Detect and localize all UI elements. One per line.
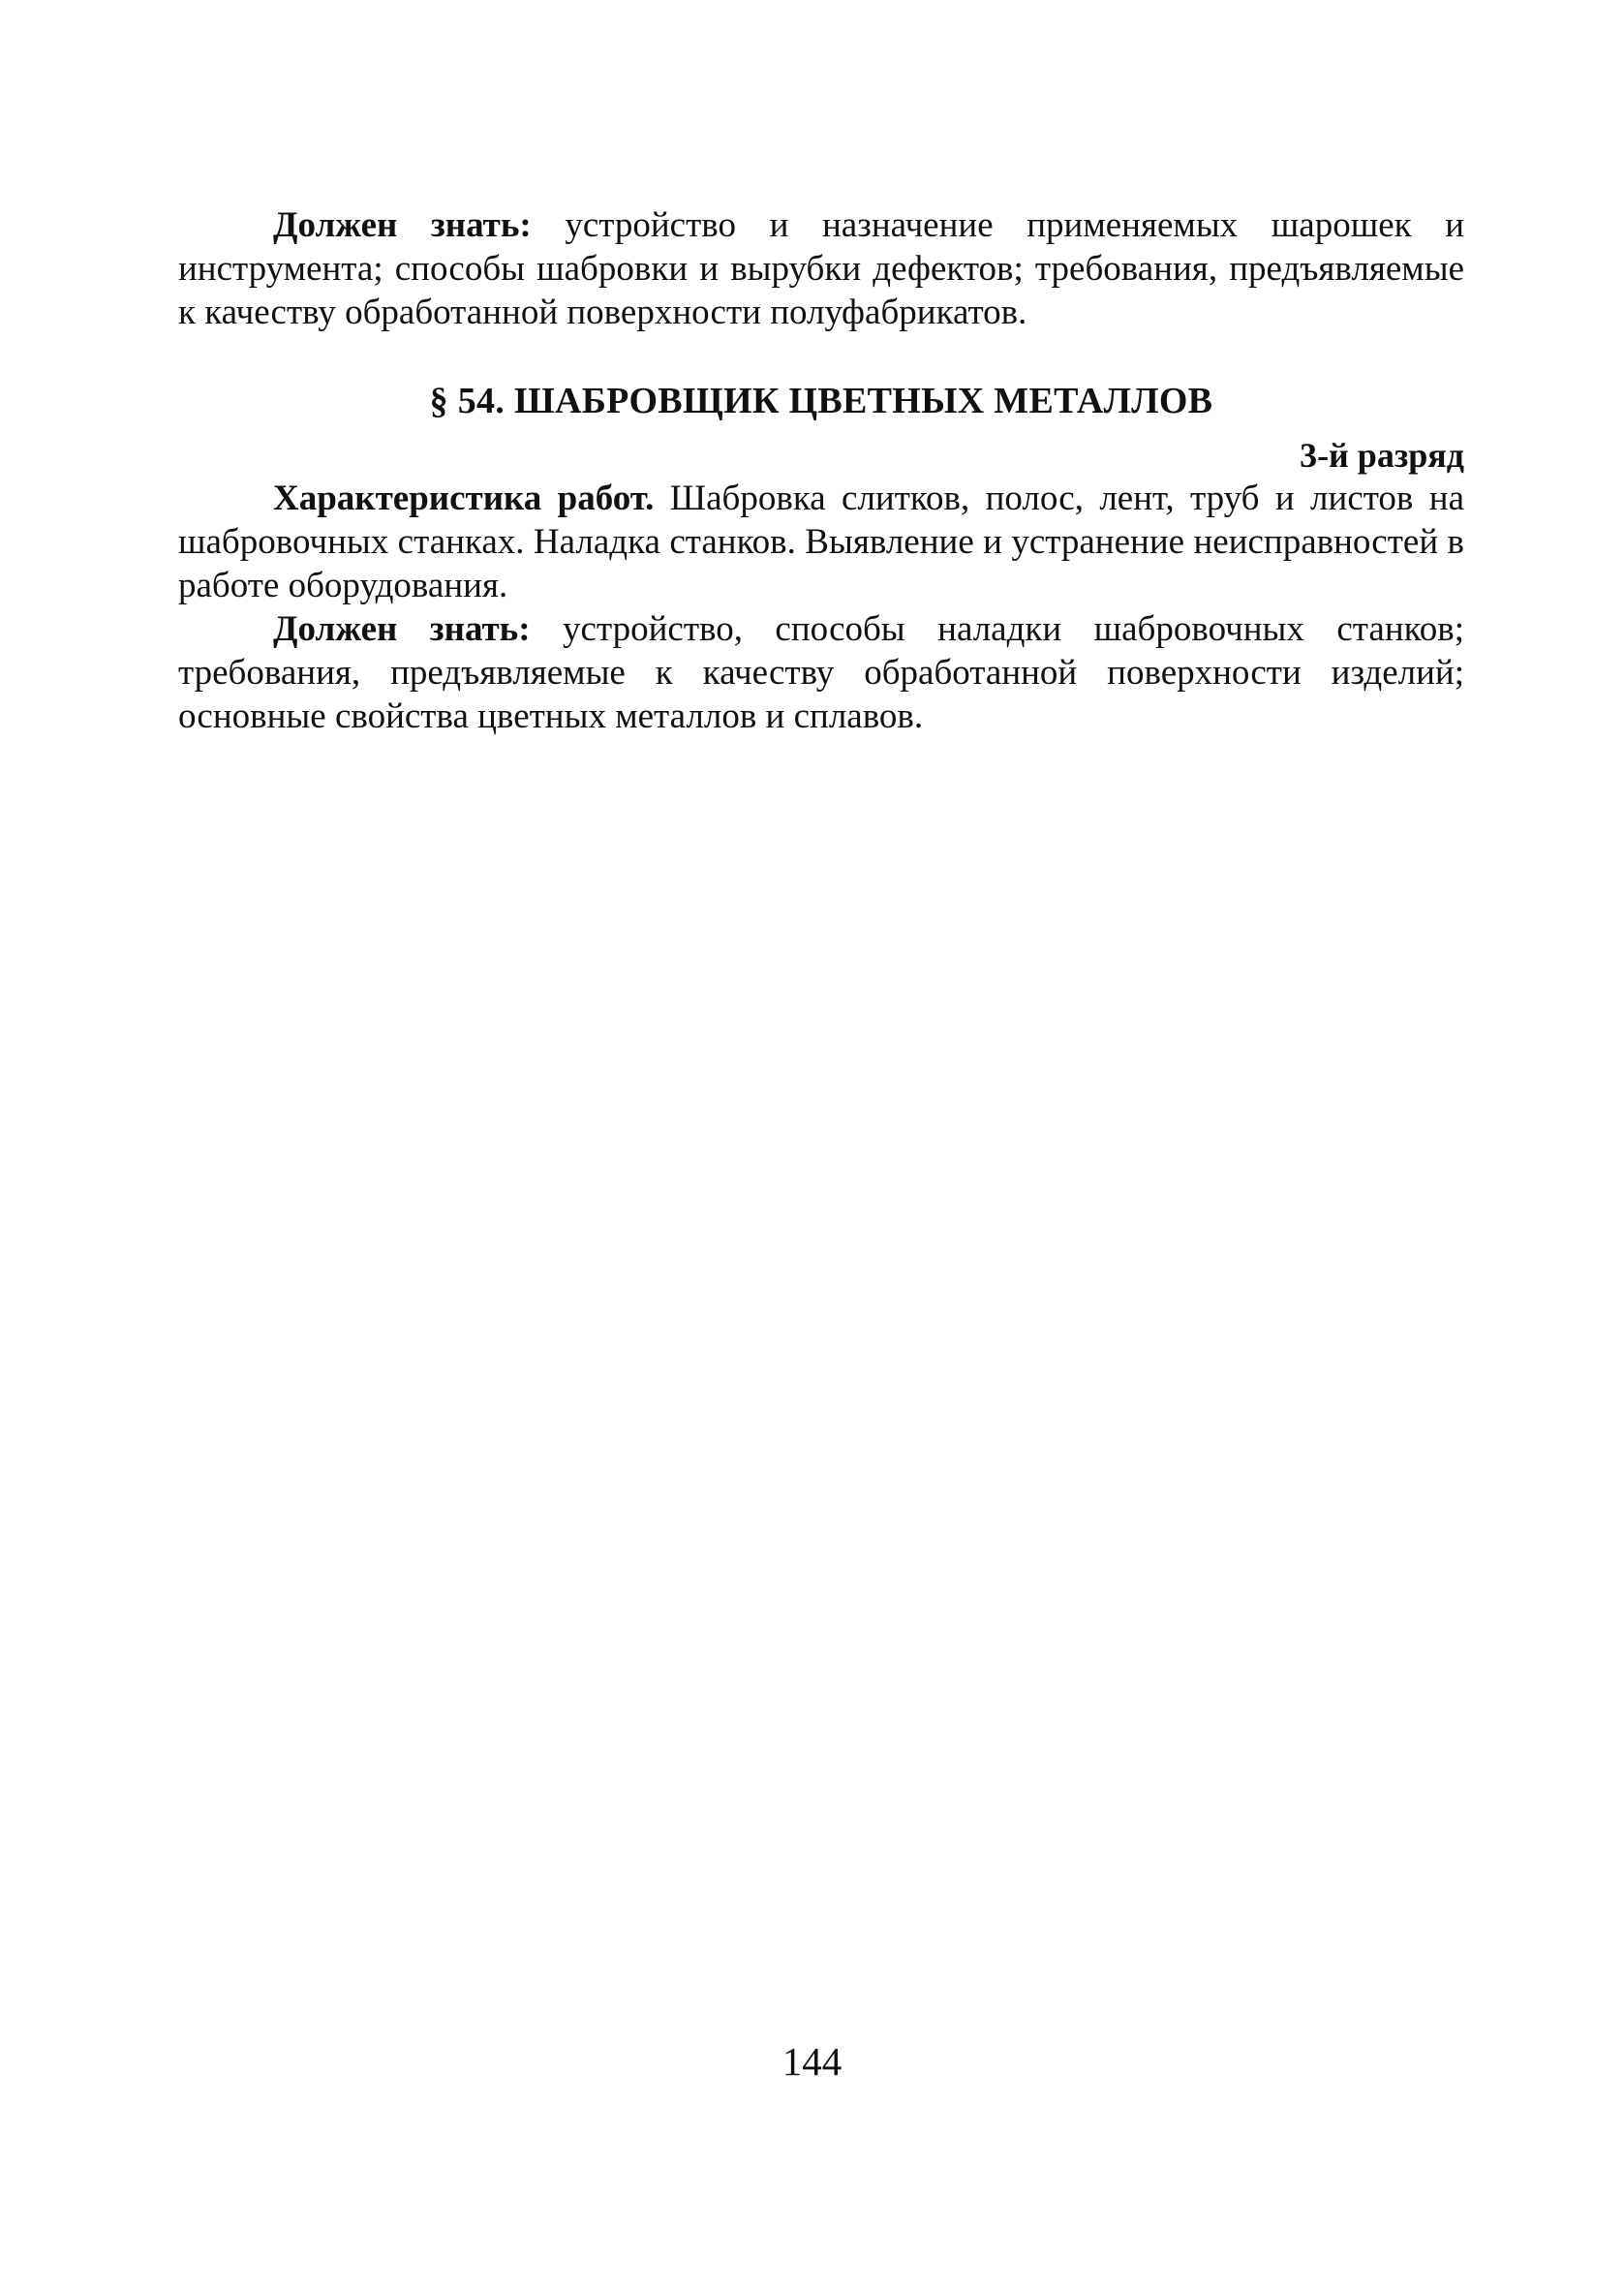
knowledge-label: Должен знать:: [273, 205, 532, 245]
knowledge-paragraph: [178, 607, 1464, 738]
grade-label: 3-й разряд: [1300, 436, 1464, 475]
work-characteristics-paragraph: [178, 477, 1464, 607]
section-body: [178, 477, 1464, 738]
page-number: 144: [781, 2039, 843, 2084]
knowledge-label: Должен знать:: [273, 609, 531, 649]
previous-section-tail: [178, 203, 1464, 334]
section-title: § 54. ШАБРОВЩИК ЦВЕТНЫХ МЕТАЛЛОВ: [429, 381, 1213, 421]
knowledge-text: устройство, способы наладки шабровочных станков; требования, предъявляемые к качеству обработанной поверхности изделий; основные свойства цветных металлов и сплавов.: [178, 609, 1464, 736]
knowledge-text: устройство и назначение применяемых шарошек и инструмента; способы шабровки и вырубки дефектов; требования, предъявляемые к качеству обработанной поверхности полуфабрикатов.: [178, 205, 1464, 332]
knowledge-paragraph-previous: [178, 203, 1464, 334]
work-characteristics-label: Характеристика работ.: [273, 479, 655, 518]
work-characteristics-text: Шабровка слитков, полос, лент, труб и листов на шабровочных станках. Наладка станков. Выявление и устранение неисправностей в работе оборудования.: [178, 479, 1464, 605]
